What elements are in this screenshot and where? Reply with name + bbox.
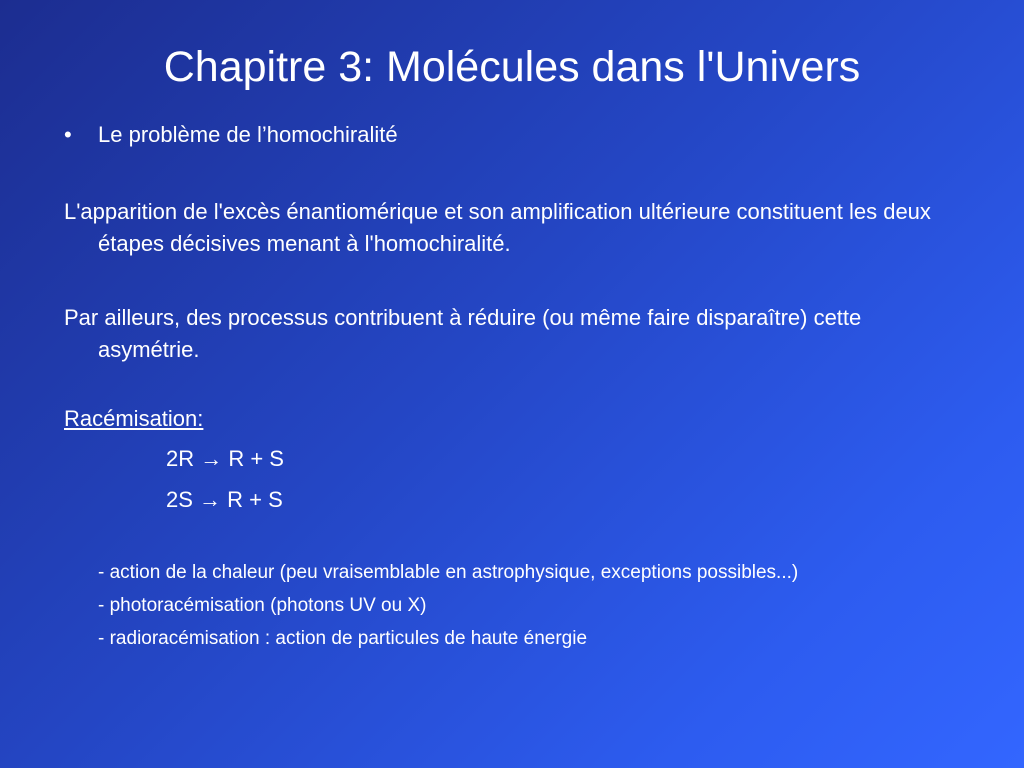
sub-item-photoracemisation: - photoracémisation (photons UV ou X) [98, 595, 427, 616]
equation-2s: 2S → R + S [166, 487, 283, 512]
paragraph-apparition: L'apparition de l'excès énantiomérique et son amplification ultérieure constituent les deux étapes décisives menant à l'homochiralité. [64, 199, 931, 256]
paragraph-processus: Par ailleurs, des processus contribuent à réduire (ou même faire disparaître) cette asymétrie. [64, 305, 862, 362]
equation-2r: 2R → R + S [166, 446, 284, 471]
sub-item-radioracemisation: - radioracémisation : action de particules de haute énergie [98, 628, 588, 649]
bullet-text: Le problème de l’homochiralité [98, 122, 398, 147]
racemisation-heading: Racémisation: [64, 406, 204, 431]
slide-title: Chapitre 3: Molécules dans l'Univers [163, 43, 861, 91]
sub-item-chaleur: - action de la chaleur (peu vraisemblable en astrophysique, exceptions possibles...) [98, 562, 799, 583]
bullet-item [64, 118, 398, 152]
bullet-symbol: • [64, 122, 72, 147]
